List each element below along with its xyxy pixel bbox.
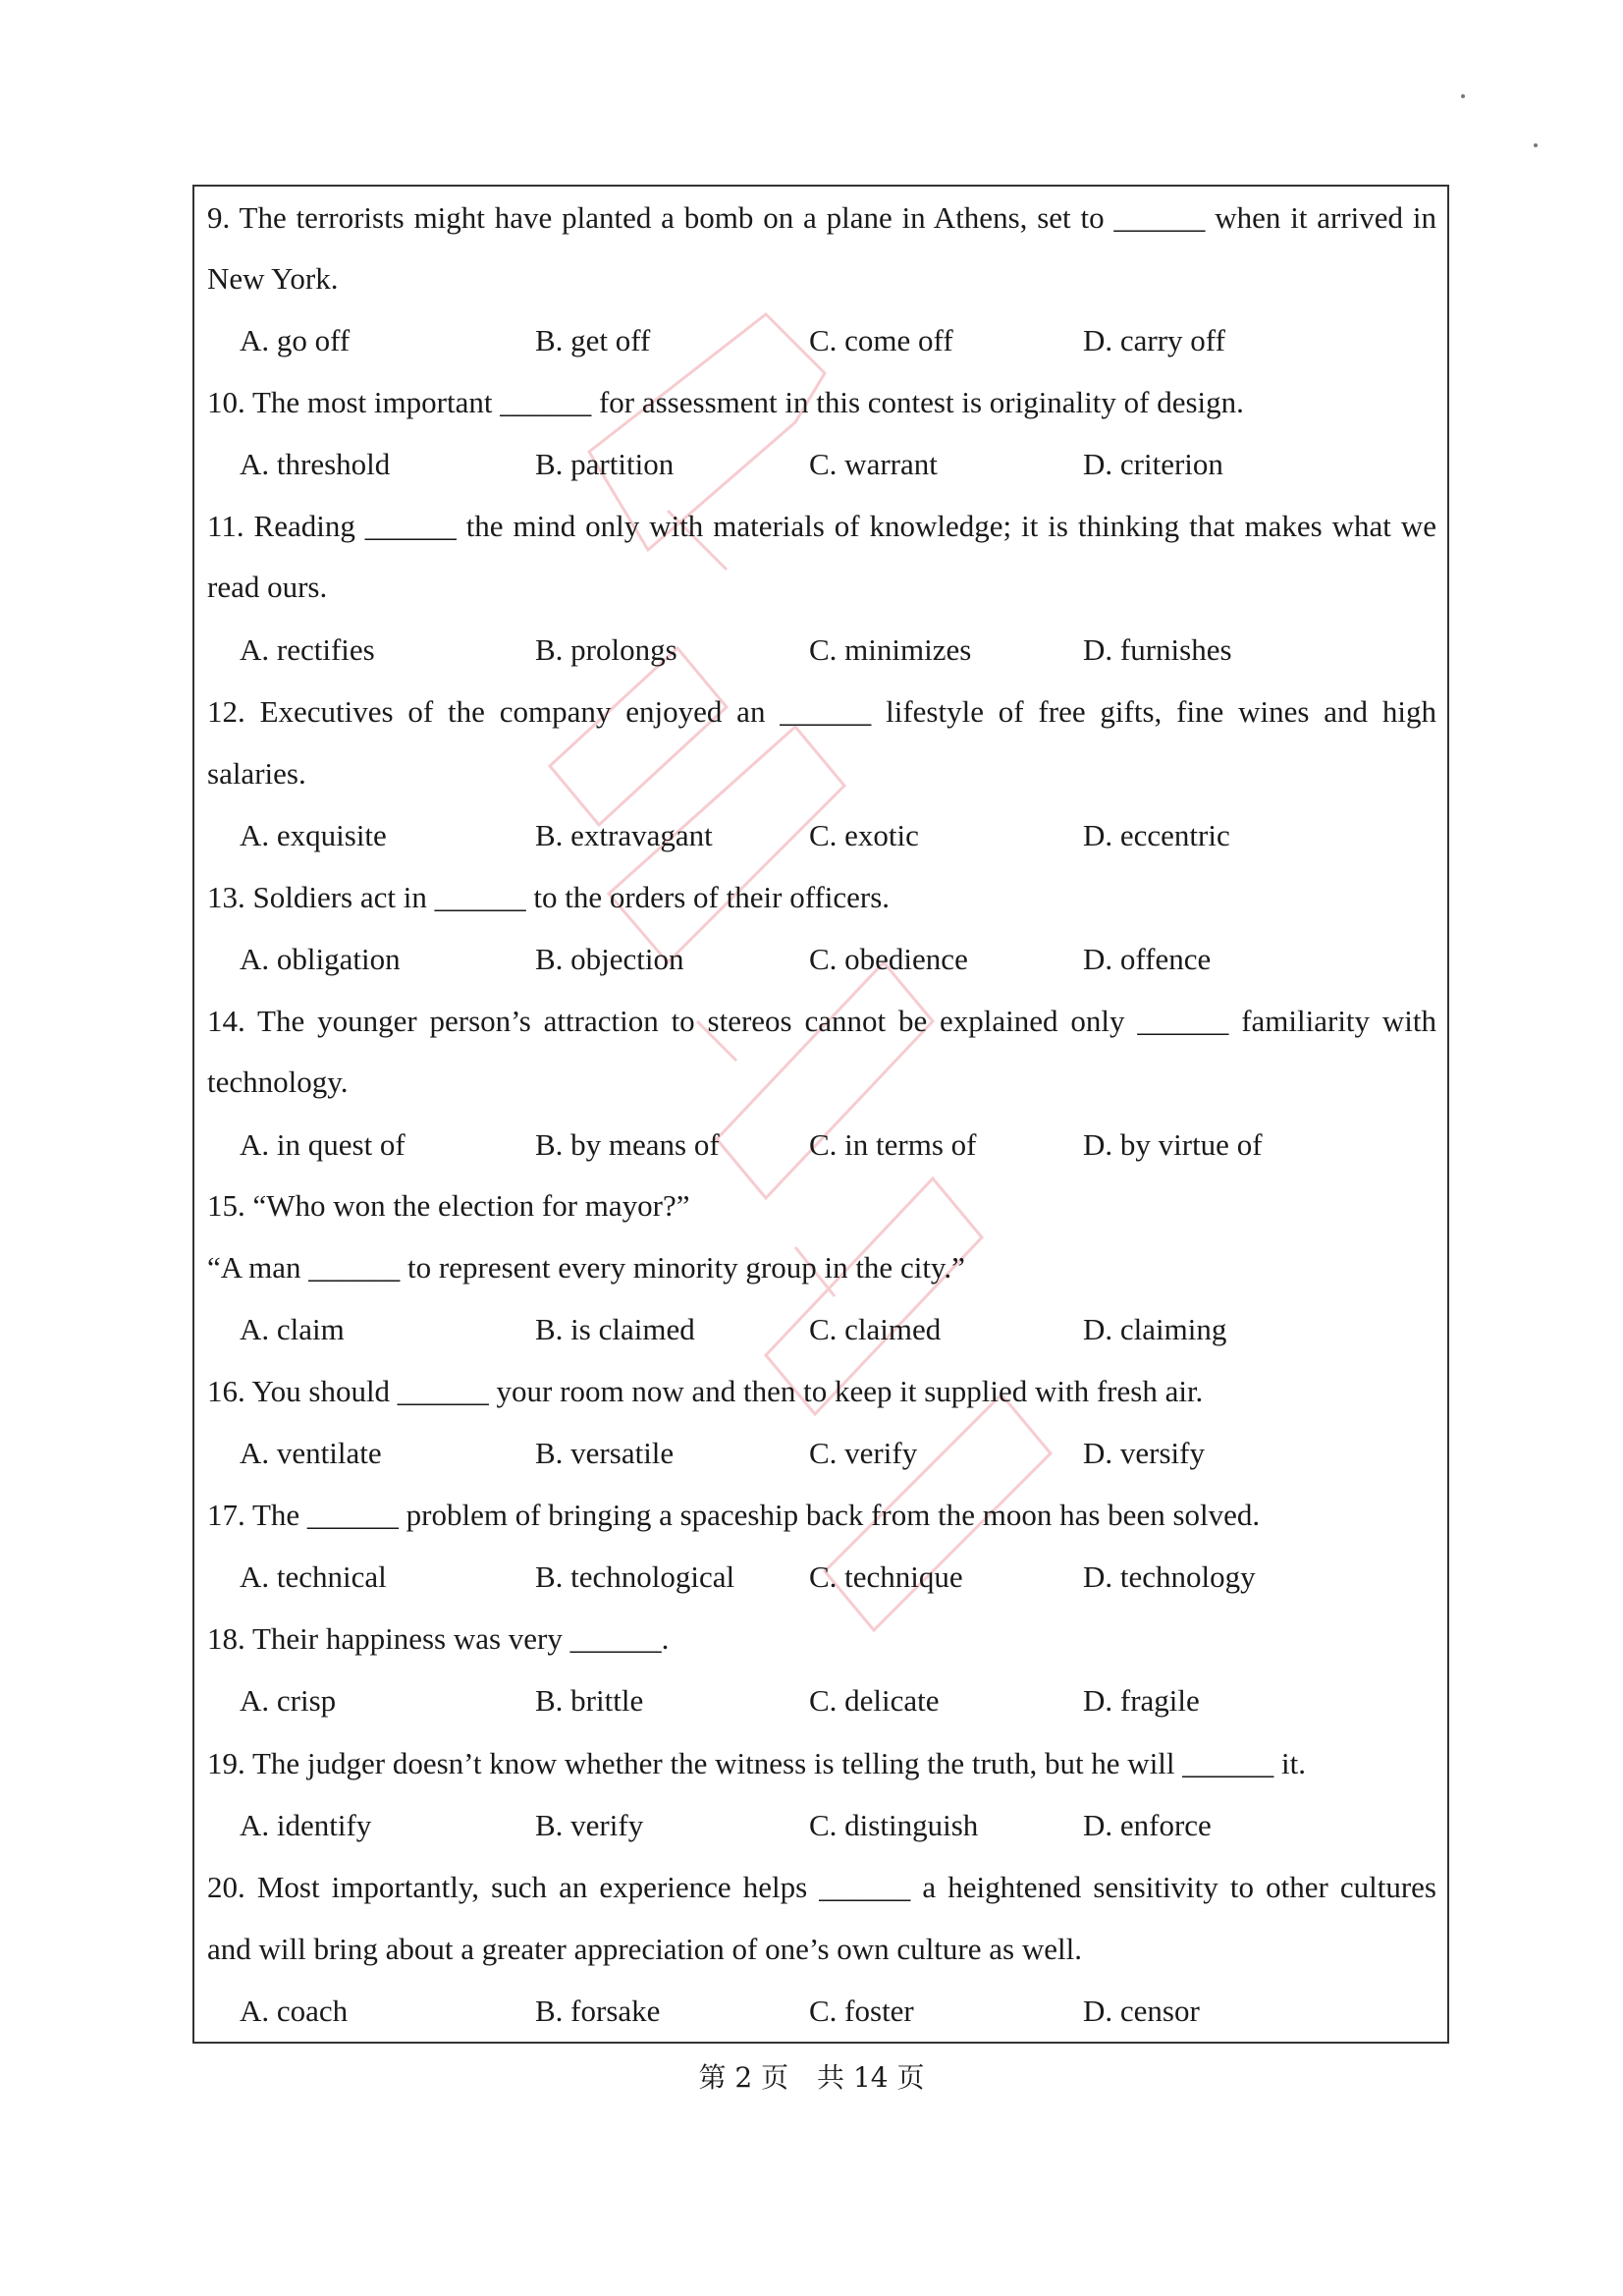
scan-speck: [1461, 94, 1465, 98]
question-18-option-d: D. fragile: [1083, 1683, 1200, 1718]
question-10-option-c: C. warrant: [809, 447, 938, 481]
question-17-stem-line-1: 17. The ______ problem of bringing a spaceship back from the moon has been solved.: [207, 1498, 1261, 1532]
question-15-option-c: C. claimed: [809, 1312, 942, 1346]
question-9-stem-line-2: New York.: [207, 261, 339, 296]
question-9-option-b: B. get off: [535, 323, 651, 357]
question-20-stem-line-1: 20. Most importantly, such an experience helps ______ a heightened sensitivity to other cultures: [207, 1870, 1436, 1904]
question-12-option-d: D. eccentric: [1083, 818, 1230, 852]
question-18-option-a: A. crisp: [240, 1683, 337, 1718]
question-12-option-c: C. exotic: [809, 818, 919, 852]
question-16-options: [0, 1434, 1623, 1473]
question-14-option-a: A. in quest of: [240, 1127, 406, 1162]
question-19-option-b: B. verify: [535, 1808, 644, 1842]
question-14-stem-line-2: technology.: [207, 1065, 349, 1099]
question-10-option-b: B. partition: [535, 447, 675, 481]
question-13-stem-line-1: 13. Soldiers act in ______ to the orders of their officers.: [207, 880, 891, 914]
question-11-stem-line-1: 11. Reading ______ the mind only with materials of knowledge; it is thinking that makes what we: [207, 509, 1436, 543]
question-20-stem-line-2: and will bring about a greater appreciation of one’s own culture as well.: [207, 1932, 1082, 1966]
page-number: 第 2 页: [698, 2061, 789, 2094]
question-20-options: [0, 1992, 1623, 2031]
question-11-option-a: A. rectifies: [240, 632, 375, 667]
question-20-option-c: C. foster: [809, 1994, 914, 2028]
question-17-option-a: A. technical: [240, 1559, 387, 1594]
question-13-option-b: B. objection: [535, 942, 684, 976]
question-16-option-b: B. versatile: [535, 1436, 675, 1470]
scan-speck: [1534, 143, 1538, 147]
question-15-stem-line-2: “A man ______ to represent every minority group in the city.”: [207, 1250, 965, 1285]
question-14-option-c: C. in terms of: [809, 1127, 977, 1162]
question-20-option-d: D. censor: [1083, 1994, 1200, 2028]
question-19-stem-line-1: 19. The judger doesn’t know whether the witness is telling the truth, but he will ______ it.: [207, 1746, 1307, 1780]
page-total: 共 14 页: [817, 2061, 925, 2094]
question-17-options: [0, 1558, 1623, 1597]
question-18-stem-line-1: 18. Their happiness was very ______.: [207, 1621, 670, 1656]
question-17-option-b: B. technological: [535, 1559, 735, 1594]
question-17-option-d: D. technology: [1083, 1559, 1256, 1594]
question-20-option-a: A. coach: [240, 1994, 349, 2028]
page-footer: [0, 2060, 1623, 2096]
question-12-stem-line-1: 12. Executives of the company enjoyed an ______ lifestyle of free gifts, fine wines and high: [207, 694, 1436, 729]
question-15-option-d: D. claiming: [1083, 1312, 1227, 1346]
question-18-options: [0, 1681, 1623, 1721]
question-15-stem-line-1: 15. “Who won the election for mayor?”: [207, 1188, 690, 1223]
question-15-options: [0, 1310, 1623, 1349]
question-11-option-b: B. prolongs: [535, 632, 677, 667]
question-19-option-c: C. distinguish: [809, 1808, 979, 1842]
question-19-option-a: A. identify: [240, 1808, 372, 1842]
question-10-option-d: D. criterion: [1083, 447, 1223, 481]
question-14-option-b: B. by means of: [535, 1127, 720, 1162]
question-13-option-a: A. obligation: [240, 942, 401, 976]
question-13-option-d: D. offence: [1083, 942, 1212, 976]
question-11-option-d: D. furnishes: [1083, 632, 1232, 667]
question-16-option-c: C. verify: [809, 1436, 918, 1470]
question-18-option-b: B. brittle: [535, 1683, 644, 1718]
question-9-options: [0, 321, 1623, 360]
question-16-option-a: A. ventilate: [240, 1436, 382, 1470]
question-11-options: [0, 630, 1623, 670]
question-10-options: [0, 445, 1623, 484]
question-10-stem-line-1: 10. The most important ______ for assessment in this contest is originality of design.: [207, 385, 1244, 419]
question-13-options: [0, 940, 1623, 979]
question-9-stem-line-1: 9. The terrorists might have planted a bomb on a plane in Athens, set to ______ when it arrived in: [207, 200, 1436, 235]
question-13-option-c: C. obedience: [809, 942, 968, 976]
question-17-option-c: C. technique: [809, 1559, 963, 1594]
question-9-option-a: A. go off: [240, 323, 351, 357]
question-12-option-b: B. extravagant: [535, 818, 713, 852]
question-16-stem-line-1: 16. You should ______ your room now and then to keep it supplied with fresh air.: [207, 1374, 1204, 1408]
question-14-options: [0, 1125, 1623, 1165]
question-15-option-b: B. is claimed: [535, 1312, 695, 1346]
question-20-option-b: B. forsake: [535, 1994, 661, 2028]
question-16-option-d: D. versify: [1083, 1436, 1205, 1470]
question-18-option-c: C. delicate: [809, 1683, 940, 1718]
question-14-stem-line-1: 14. The younger person’s attraction to stereos cannot be explained only ______ familiarity with: [207, 1004, 1436, 1038]
question-10-option-a: A. threshold: [240, 447, 391, 481]
question-9-option-c: C. come off: [809, 323, 953, 357]
question-11-stem-line-2: read ours.: [207, 570, 328, 604]
question-15-option-a: A. claim: [240, 1312, 345, 1346]
question-12-stem-line-2: salaries.: [207, 756, 306, 791]
question-11-option-c: C. minimizes: [809, 632, 972, 667]
question-12-options: [0, 816, 1623, 855]
question-19-options: [0, 1806, 1623, 1845]
question-14-option-d: D. by virtue of: [1083, 1127, 1263, 1162]
question-9-option-d: D. carry off: [1083, 323, 1225, 357]
question-12-option-a: A. exquisite: [240, 818, 387, 852]
question-19-option-d: D. enforce: [1083, 1808, 1212, 1842]
